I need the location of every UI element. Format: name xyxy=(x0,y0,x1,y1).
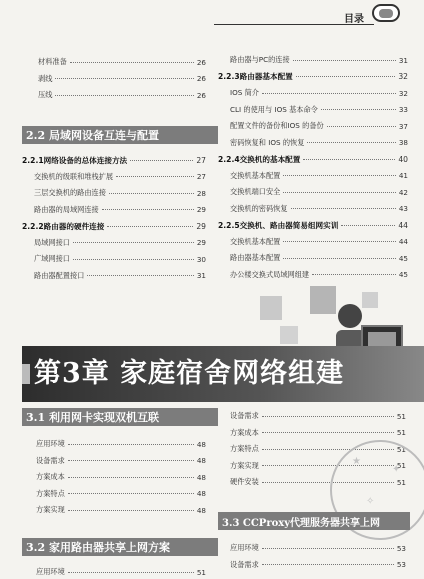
toc-item[interactable] xyxy=(38,54,206,71)
toc-item-page: 48 xyxy=(196,472,206,482)
leader-dots xyxy=(130,160,193,161)
leader-dots xyxy=(283,175,396,176)
toc-subsection-title: 2.2.5交换机、路由器简易组网实训 xyxy=(218,220,339,230)
toc-item-page: 48 xyxy=(196,439,206,449)
toc-item-page: 29 xyxy=(196,205,206,215)
toc-item-page: 30 xyxy=(196,254,206,264)
toc-subsection[interactable] xyxy=(22,152,206,169)
toc-subsection-page: 40 xyxy=(398,154,408,164)
toc-item-page: 29 xyxy=(196,238,206,248)
toc-item-title: 剥线 xyxy=(38,73,53,83)
toc-item-page: 38 xyxy=(398,138,408,148)
toc-subsection-title: 2.2.1网络设备的总体连接方法 xyxy=(22,155,128,165)
toc-item-title: 广域网接口 xyxy=(34,254,70,264)
toc-item-page: 41 xyxy=(398,171,408,181)
toc-item[interactable] xyxy=(36,469,206,486)
leader-dots xyxy=(262,432,394,433)
toc-item[interactable] xyxy=(218,250,408,267)
section-bar-3-3[interactable]: 3.3 CCProxy代理服务器共享上网 xyxy=(218,512,410,530)
toc-subsection[interactable] xyxy=(22,218,206,235)
toc-item[interactable] xyxy=(218,102,408,119)
toc-item-page: 51 xyxy=(396,428,406,438)
toc-item-page: 37 xyxy=(398,121,408,131)
toc-item-title: 交换机基本配置 xyxy=(230,236,281,246)
leader-dots xyxy=(73,259,194,260)
leader-dots xyxy=(102,209,194,210)
leader-dots xyxy=(291,208,396,209)
toc-item-page: 43 xyxy=(398,204,408,214)
toc-item-page: 31 xyxy=(196,271,206,281)
leader-dots xyxy=(341,225,395,226)
leader-dots xyxy=(262,548,394,549)
toc-item-title: 方案成本 xyxy=(230,427,259,437)
toc-item[interactable] xyxy=(36,453,206,470)
toc-subsection-page: 44 xyxy=(398,220,408,230)
toc-item-title: 方案实现 xyxy=(230,460,259,470)
section-bar-2-2[interactable]: 2.2 局域网设备互连与配置 xyxy=(22,126,218,144)
toc-item[interactable] xyxy=(22,202,206,219)
leader-dots xyxy=(68,493,194,494)
toc-item-page: 44 xyxy=(398,237,408,247)
toc-top-right xyxy=(218,52,408,283)
toc-subsection[interactable] xyxy=(218,217,408,234)
toc-item-title: 路由器基本配置 xyxy=(230,253,281,263)
toc-item-title: 方案成本 xyxy=(36,472,65,482)
toc-item-page: 26 xyxy=(196,74,206,84)
toc-item-title: 路由器的局域网连接 xyxy=(34,204,99,214)
toc-item-page: 51 xyxy=(396,444,406,454)
toc-bottom-left-2 xyxy=(36,564,206,579)
leader-dots xyxy=(68,444,194,445)
leader-dots xyxy=(293,60,396,61)
toc-item[interactable] xyxy=(36,436,206,453)
toc-item[interactable] xyxy=(218,184,408,201)
toc-item-title: 设备需求 xyxy=(230,411,259,421)
toc-item[interactable] xyxy=(230,540,406,557)
toc-item[interactable] xyxy=(36,502,206,519)
toc-item-title: 压线 xyxy=(38,90,53,100)
toc-item-title: 应用环境 xyxy=(36,567,65,577)
toc-subsection[interactable] xyxy=(218,151,408,168)
leader-dots xyxy=(262,564,394,565)
leader-dots xyxy=(68,460,194,461)
toc-item[interactable] xyxy=(36,564,206,579)
leader-dots xyxy=(303,159,395,160)
toc-item-page: 27 xyxy=(196,172,206,182)
page-header-title: 目录 xyxy=(344,14,364,25)
toc-item-title: 配置文件的备份和IOS 的备份 xyxy=(230,121,324,131)
leader-dots xyxy=(283,258,396,259)
leader-dots xyxy=(109,193,194,194)
toc-subsection-title: 2.2.3路由器基本配置 xyxy=(218,72,293,82)
leader-dots xyxy=(55,78,193,79)
toc-item-page: 33 xyxy=(398,105,408,115)
toc-item[interactable] xyxy=(218,267,408,284)
toc-item-page: 53 xyxy=(396,560,406,570)
toc-item[interactable] xyxy=(38,71,206,88)
toc-bottom-right-2 xyxy=(230,540,406,573)
toc-item-page: 26 xyxy=(196,57,206,67)
section-bar-3-1[interactable]: 3.1 利用网卡实现双机互联 xyxy=(22,408,218,426)
toc-item-title: 方案特点 xyxy=(230,444,259,454)
toc-item-title: 材料准备 xyxy=(38,57,67,67)
toc-item-title: 三层交换机的路由连接 xyxy=(34,188,106,198)
leader-dots xyxy=(321,109,396,110)
toc-item-title: 应用环境 xyxy=(230,543,259,553)
toc-item-title: 硬件安装 xyxy=(230,477,259,487)
toc-item-title: 路由器配置接口 xyxy=(34,270,85,280)
leader-dots xyxy=(68,477,194,478)
toc-item-title: 应用环境 xyxy=(36,439,65,449)
toc-item-title: 方案特点 xyxy=(36,488,65,498)
toc-item-page: 48 xyxy=(196,489,206,499)
toc-item-title: 密码恢复和 IOS 的恢复 xyxy=(230,137,305,147)
toc-item-page: 51 xyxy=(396,461,406,471)
toc-item-page: 53 xyxy=(396,543,406,553)
toc-item-page: 48 xyxy=(196,456,206,466)
toc-item[interactable] xyxy=(36,486,206,503)
leader-dots xyxy=(262,93,396,94)
toc-item[interactable] xyxy=(218,234,408,251)
toc-item[interactable] xyxy=(230,425,406,442)
leader-dots xyxy=(73,242,194,243)
leader-dots xyxy=(283,241,396,242)
leader-dots xyxy=(87,275,194,276)
leader-dots xyxy=(307,142,395,143)
leader-dots xyxy=(68,510,194,511)
toc-item[interactable] xyxy=(230,408,406,425)
toc-item-page: 45 xyxy=(398,270,408,280)
toc-item-title: 设备需求 xyxy=(230,559,259,569)
toc-item-title: IOS 简介 xyxy=(230,88,259,98)
toc-item[interactable] xyxy=(22,235,206,252)
chapter-title[interactable]: 第3章 家庭宿舍网络组建 xyxy=(34,358,345,389)
toc-item[interactable] xyxy=(218,168,408,185)
toc-bottom-left xyxy=(36,436,206,519)
toc-subsection[interactable] xyxy=(218,69,408,86)
toc-item-title: 交换机的级联和堆栈扩展 xyxy=(34,171,114,181)
toc-item-page: 48 xyxy=(196,505,206,515)
toc-item[interactable] xyxy=(22,169,206,186)
leader-dots xyxy=(116,176,194,177)
toc-item[interactable] xyxy=(230,557,406,574)
leader-dots xyxy=(327,126,396,127)
toc-item-page: 31 xyxy=(398,55,408,65)
watermark-stamp: ★ ✦ ✧ xyxy=(330,440,424,540)
toc-item-page: 32 xyxy=(398,88,408,98)
toc-item[interactable] xyxy=(22,268,206,285)
toc-item-page: 28 xyxy=(196,188,206,198)
toc-item[interactable] xyxy=(218,135,408,152)
toc-item-title: 方案实现 xyxy=(36,505,65,515)
toc-item-title: 交换机基本配置 xyxy=(230,170,281,180)
toc-subsection-page: 29 xyxy=(196,221,206,231)
section-bar-3-2[interactable]: 3.2 家用路由器共享上网方案 xyxy=(22,538,218,556)
leader-dots xyxy=(262,416,394,417)
toc-item-page: 51 xyxy=(396,477,406,487)
toc-item-page: 26 xyxy=(196,90,206,100)
leader-dots xyxy=(68,572,194,573)
toc-item-page: 45 xyxy=(398,253,408,263)
leader-dots xyxy=(283,192,396,193)
toc-top-left-items xyxy=(38,54,206,104)
leader-dots xyxy=(55,95,193,96)
toc-subsection-title: 2.2.2路由器的硬件连接 xyxy=(22,221,105,231)
toc-subsection-page: 32 xyxy=(398,72,408,82)
leader-dots xyxy=(312,274,396,275)
toc-item-title: 交换机的密码恢复 xyxy=(230,203,288,213)
toc-item[interactable] xyxy=(218,52,408,69)
toc-item-title: 设备需求 xyxy=(36,455,65,465)
toc-item-page: 51 xyxy=(396,411,406,421)
toc-item[interactable] xyxy=(218,118,408,135)
toc-item-title: 交换机端口安全 xyxy=(230,187,281,197)
leader-dots xyxy=(107,226,193,227)
toc-subsection-page: 27 xyxy=(196,155,206,165)
toc-item-title: 路由器与PC的连接 xyxy=(230,55,290,65)
toc-item[interactable] xyxy=(22,185,206,202)
banner-accent xyxy=(22,364,30,384)
bookmark-tab-icon xyxy=(372,4,400,22)
toc-item[interactable] xyxy=(218,201,408,218)
toc-item[interactable] xyxy=(22,251,206,268)
leader-dots xyxy=(70,62,194,63)
toc-item[interactable] xyxy=(218,85,408,102)
leader-dots xyxy=(296,76,396,77)
toc-item-title: 办公楼交换式局域网组建 xyxy=(230,269,310,279)
toc-item-page: 51 xyxy=(196,567,206,577)
toc-subsection-title: 2.2.4交换机的基本配置 xyxy=(218,154,301,164)
toc-item-title: 局域网接口 xyxy=(34,237,70,247)
toc-item-title: CLI 的使用与 IOS 基本命令 xyxy=(230,104,318,114)
toc-item[interactable] xyxy=(38,87,206,104)
toc-top-left-groups xyxy=(22,152,206,284)
toc-item-page: 42 xyxy=(398,187,408,197)
